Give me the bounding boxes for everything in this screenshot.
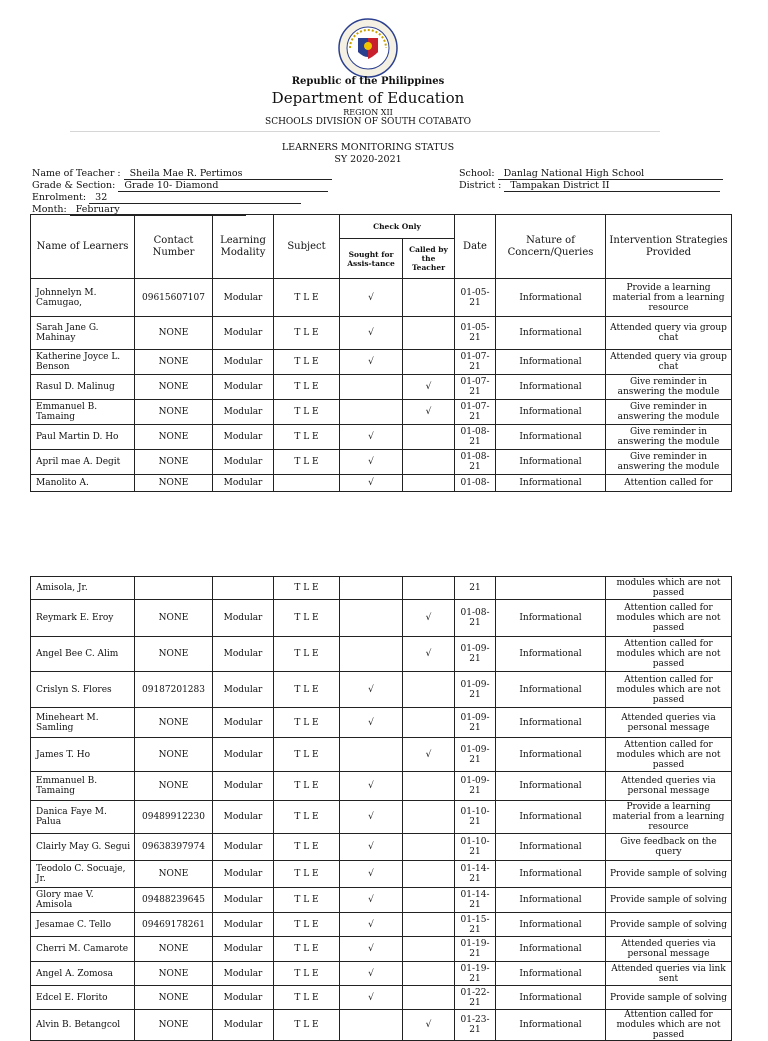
nature-cell: Informational — [496, 913, 606, 937]
teacher-label: Name of Teacher : — [32, 168, 121, 179]
subject-cell: T L E — [274, 400, 340, 425]
grade-label: Grade & Section: — [32, 180, 116, 191]
table-row — [31, 279, 732, 317]
nature-cell: Informational — [496, 888, 606, 913]
subject-cell: T L E — [274, 986, 340, 1010]
intervention-cell: Give reminder in answering the module — [606, 425, 732, 450]
name-cell: Jesamae C. Tello — [31, 913, 135, 937]
table-row — [31, 400, 732, 425]
contact-cell: NONE — [135, 375, 213, 400]
nature-cell: Informational — [496, 425, 606, 450]
table-row — [31, 708, 732, 738]
name-cell: Amisola, Jr. — [31, 577, 135, 600]
date-cell: 01-23-21 — [455, 1010, 496, 1041]
nature-cell: Informational — [496, 672, 606, 708]
month-label: Month: — [32, 204, 67, 215]
subject-cell: T L E — [274, 350, 340, 375]
intervention-cell: Provide sample of solving — [606, 913, 732, 937]
region-heading: REGION XII — [343, 108, 393, 117]
table-row — [31, 962, 732, 986]
department-heading: Department of Education — [271, 89, 465, 107]
sought-check-cell: √ — [340, 475, 403, 492]
subject-cell: T L E — [274, 672, 340, 708]
intervention-cell: Attention called for modules which are not passed — [606, 1010, 732, 1041]
contact-cell: NONE — [135, 400, 213, 425]
col-header-check-only: Check Only — [340, 215, 455, 239]
table-row — [31, 888, 732, 913]
modality-cell: Modular — [213, 834, 274, 861]
sought-check-cell: √ — [340, 425, 403, 450]
table-row — [31, 350, 732, 375]
modality-cell: Modular — [213, 600, 274, 637]
date-cell: 01-08-21 — [455, 425, 496, 450]
sought-check-cell — [340, 577, 403, 600]
sought-check-cell: √ — [340, 962, 403, 986]
contact-cell: 09638397974 — [135, 834, 213, 861]
date-cell: 01-05-21 — [455, 279, 496, 317]
table-row — [31, 425, 732, 450]
contact-cell: NONE — [135, 1010, 213, 1041]
month-value: February — [70, 205, 246, 216]
intervention-cell: Attended queries via personal message — [606, 708, 732, 738]
name-cell: Rasul D. Malinug — [31, 375, 135, 400]
table-row — [31, 577, 732, 600]
sought-check-cell: √ — [340, 350, 403, 375]
grade-info — [32, 180, 328, 192]
sought-check-cell: √ — [340, 708, 403, 738]
contact-cell: NONE — [135, 772, 213, 801]
enrolment-info — [32, 192, 301, 204]
called-check-cell: √ — [403, 400, 455, 425]
contact-cell: NONE — [135, 861, 213, 888]
table-row — [31, 738, 732, 772]
header-divider — [70, 131, 660, 132]
modality-cell: Modular — [213, 400, 274, 425]
intervention-cell: Attention called for modules which are not passed — [606, 637, 732, 672]
table-row — [31, 937, 732, 962]
date-cell: 01-15-21 — [455, 913, 496, 937]
contact-cell: NONE — [135, 986, 213, 1010]
called-check-cell: √ — [403, 600, 455, 637]
modality-cell: Modular — [213, 672, 274, 708]
contact-cell: NONE — [135, 317, 213, 350]
table-row — [31, 1010, 732, 1041]
intervention-cell: Provide a learning material from a learning resource — [606, 279, 732, 317]
name-cell: Glory mae V. Amisola — [31, 888, 135, 913]
modality-cell: Modular — [213, 425, 274, 450]
name-cell: Alvin B. Betangcol — [31, 1010, 135, 1041]
called-check-cell: √ — [403, 1010, 455, 1041]
sought-check-cell — [340, 637, 403, 672]
school-label: School: — [459, 168, 495, 179]
called-check-cell: √ — [403, 637, 455, 672]
teacher-value: Sheila Mae R. Pertimos — [124, 169, 332, 180]
sought-check-cell — [340, 375, 403, 400]
contact-cell: NONE — [135, 475, 213, 492]
sought-check-cell: √ — [340, 317, 403, 350]
nature-cell: Informational — [496, 738, 606, 772]
called-check-cell — [403, 708, 455, 738]
contact-cell: NONE — [135, 738, 213, 772]
table-row — [31, 375, 732, 400]
date-cell: 01-10-21 — [455, 834, 496, 861]
intervention-cell: Provide sample of solving — [606, 986, 732, 1010]
district-info — [459, 180, 720, 192]
name-cell: Angel A. Zomosa — [31, 962, 135, 986]
subject-cell: T L E — [274, 962, 340, 986]
contact-cell: NONE — [135, 708, 213, 738]
monitoring-table-page1 — [30, 214, 732, 492]
intervention-cell: Attention called for — [606, 475, 732, 492]
district-value: Tampakan District II — [504, 181, 720, 192]
date-cell: 01-22-21 — [455, 986, 496, 1010]
name-cell: Emmanuel B. Tamaing — [31, 400, 135, 425]
modality-cell: Modular — [213, 913, 274, 937]
name-cell: Danica Faye M. Palua — [31, 801, 135, 834]
modality-cell: Modular — [213, 861, 274, 888]
intervention-cell: Give reminder in answering the module — [606, 400, 732, 425]
date-cell: 01-07-21 — [455, 375, 496, 400]
subject-cell: T L E — [274, 937, 340, 962]
grade-value: Grade 10- Diamond — [118, 181, 328, 192]
intervention-cell: Attended queries via link sent — [606, 962, 732, 986]
nature-cell: Informational — [496, 937, 606, 962]
intervention-cell: Attention called for modules which are not passed — [606, 600, 732, 637]
district-label: District : — [459, 180, 502, 191]
modality-cell: Modular — [213, 350, 274, 375]
called-check-cell — [403, 450, 455, 475]
nature-cell: Informational — [496, 834, 606, 861]
called-check-cell — [403, 834, 455, 861]
sought-check-cell — [340, 738, 403, 772]
name-cell: Johnnelyn M. Camugao, — [31, 279, 135, 317]
subject-cell: T L E — [274, 738, 340, 772]
modality-cell: Modular — [213, 962, 274, 986]
name-cell: Crislyn S. Flores — [31, 672, 135, 708]
sought-check-cell: √ — [340, 888, 403, 913]
table-body-page1 — [31, 279, 732, 492]
date-cell: 01-09-21 — [455, 772, 496, 801]
name-cell: Manolito A. — [31, 475, 135, 492]
subject-cell: T L E — [274, 913, 340, 937]
teacher-info — [32, 168, 332, 180]
name-cell: Sarah Jane G. Mahinay — [31, 317, 135, 350]
date-cell: 21 — [455, 577, 496, 600]
modality-cell: Modular — [213, 1010, 274, 1041]
sought-check-cell: √ — [340, 861, 403, 888]
nature-cell: Informational — [496, 600, 606, 637]
intervention-cell: Attention called for modules which are not passed — [606, 672, 732, 708]
col-header-called: Called by the Teacher — [403, 239, 455, 279]
called-check-cell — [403, 962, 455, 986]
col-header-contact: Contact Number — [135, 215, 213, 279]
intervention-cell: Provide a learning material from a learning resource — [606, 801, 732, 834]
date-cell: 01-10-21 — [455, 801, 496, 834]
table-body-page2 — [31, 577, 732, 1041]
called-check-cell — [403, 475, 455, 492]
subject-cell: T L E — [274, 861, 340, 888]
intervention-cell: Provide sample of solving — [606, 861, 732, 888]
date-cell: 01-19-21 — [455, 937, 496, 962]
name-cell: Edcel E. Florito — [31, 986, 135, 1010]
date-cell: 01-08-21 — [455, 450, 496, 475]
name-cell: Angel Bee C. Alim — [31, 637, 135, 672]
contact-cell: 09469178261 — [135, 913, 213, 937]
nature-cell: Informational — [496, 962, 606, 986]
intervention-cell: Attended queries via personal message — [606, 772, 732, 801]
called-check-cell — [403, 937, 455, 962]
intervention-cell: modules which are not passed — [606, 577, 732, 600]
sought-check-cell: √ — [340, 937, 403, 962]
sought-check-cell: √ — [340, 450, 403, 475]
subject-cell: T L E — [274, 708, 340, 738]
sought-check-cell: √ — [340, 279, 403, 317]
subject-cell: T L E — [274, 577, 340, 600]
date-cell: 01-09-21 — [455, 708, 496, 738]
subject-cell: T L E — [274, 375, 340, 400]
monitoring-table-page2 — [30, 576, 732, 1041]
modality-cell: Modular — [213, 279, 274, 317]
modality-cell: Modular — [213, 708, 274, 738]
sought-check-cell: √ — [340, 672, 403, 708]
col-header-date: Date — [455, 215, 496, 279]
division-heading: SCHOOLS DIVISION OF SOUTH COTABATO — [265, 117, 471, 127]
called-check-cell — [403, 801, 455, 834]
called-check-cell: √ — [403, 375, 455, 400]
document-title: LEARNERS MONITORING STATUS — [281, 142, 455, 153]
school-info — [459, 168, 723, 180]
table-row — [31, 801, 732, 834]
subject-cell: T L E — [274, 888, 340, 913]
modality-cell: Modular — [213, 317, 274, 350]
called-check-cell — [403, 350, 455, 375]
sought-check-cell — [340, 600, 403, 637]
date-cell: 01-09-21 — [455, 672, 496, 708]
nature-cell: Informational — [496, 1010, 606, 1041]
table-row — [31, 772, 732, 801]
sought-check-cell: √ — [340, 801, 403, 834]
table-row — [31, 637, 732, 672]
modality-cell: Modular — [213, 772, 274, 801]
modality-cell: Modular — [213, 937, 274, 962]
subject-cell: T L E — [274, 600, 340, 637]
table-row — [31, 913, 732, 937]
col-header-sought: Sought for Assis-tance — [340, 239, 403, 279]
table-row — [31, 317, 732, 350]
intervention-cell: Give feedback on the query — [606, 834, 732, 861]
name-cell: Clairly May G. Segui — [31, 834, 135, 861]
intervention-cell: Attended queries via personal message — [606, 937, 732, 962]
called-check-cell — [403, 888, 455, 913]
nature-cell: Informational — [496, 317, 606, 350]
school-value: Danlag National High School — [498, 169, 723, 180]
contact-cell: 09488239645 — [135, 888, 213, 913]
modality-cell: Modular — [213, 475, 274, 492]
called-check-cell — [403, 986, 455, 1010]
date-cell: 01-08-21 — [455, 600, 496, 637]
called-check-cell — [403, 317, 455, 350]
subject-cell: T L E — [274, 1010, 340, 1041]
name-cell: Teodolo C. Socuaje, Jr. — [31, 861, 135, 888]
col-header-intervention: Intervention Strategies Provided — [606, 215, 732, 279]
called-check-cell — [403, 279, 455, 317]
table-row — [31, 986, 732, 1010]
date-cell: 01-14-21 — [455, 861, 496, 888]
school-year: SY 2020-2021 — [334, 154, 402, 165]
sought-check-cell: √ — [340, 986, 403, 1010]
deped-seal-logo — [338, 18, 398, 78]
modality-cell: Modular — [213, 375, 274, 400]
called-check-cell — [403, 672, 455, 708]
nature-cell: Informational — [496, 475, 606, 492]
sought-check-cell: √ — [340, 772, 403, 801]
table-row — [31, 600, 732, 637]
modality-cell: Modular — [213, 801, 274, 834]
sought-check-cell — [340, 400, 403, 425]
subject-cell: T L E — [274, 425, 340, 450]
nature-cell: Informational — [496, 400, 606, 425]
subject-cell: T L E — [274, 450, 340, 475]
contact-cell: 09489912230 — [135, 801, 213, 834]
called-check-cell — [403, 577, 455, 600]
table-row — [31, 450, 732, 475]
contact-cell: 09187201283 — [135, 672, 213, 708]
name-cell: Emmanuel B. Tamaing — [31, 772, 135, 801]
name-cell: Reymark E. Eroy — [31, 600, 135, 637]
modality-cell — [213, 577, 274, 600]
called-check-cell — [403, 425, 455, 450]
subject-cell: T L E — [274, 637, 340, 672]
table-row — [31, 672, 732, 708]
intervention-cell: Give reminder in answering the module — [606, 450, 732, 475]
name-cell: Paul Martin D. Ho — [31, 425, 135, 450]
called-check-cell — [403, 861, 455, 888]
modality-cell: Modular — [213, 986, 274, 1010]
modality-cell: Modular — [213, 888, 274, 913]
nature-cell: Informational — [496, 450, 606, 475]
date-cell: 01-07-21 — [455, 400, 496, 425]
subject-cell: T L E — [274, 834, 340, 861]
date-cell: 01-07-21 — [455, 350, 496, 375]
enrolment-value: 32 — [89, 193, 301, 204]
col-header-nature: Nature of Concern/Queries — [496, 215, 606, 279]
intervention-cell: Attended query via group chat — [606, 317, 732, 350]
date-cell: 01-08- — [455, 475, 496, 492]
col-header-subject: Subject — [274, 215, 340, 279]
name-cell: James T. Ho — [31, 738, 135, 772]
name-cell: Cherri M. Camarote — [31, 937, 135, 962]
contact-cell: NONE — [135, 962, 213, 986]
modality-cell: Modular — [213, 738, 274, 772]
nature-cell: Informational — [496, 279, 606, 317]
date-cell: 01-19-21 — [455, 962, 496, 986]
intervention-cell: Give reminder in answering the module — [606, 375, 732, 400]
sought-check-cell: √ — [340, 913, 403, 937]
subject-cell: T L E — [274, 772, 340, 801]
intervention-cell: Attention called for modules which are not passed — [606, 738, 732, 772]
contact-cell: NONE — [135, 937, 213, 962]
contact-cell: NONE — [135, 425, 213, 450]
name-cell: April mae A. Degit — [31, 450, 135, 475]
nature-cell: Informational — [496, 772, 606, 801]
sought-check-cell — [340, 1010, 403, 1041]
nature-cell: Informational — [496, 375, 606, 400]
nature-cell — [496, 577, 606, 600]
called-check-cell: √ — [403, 738, 455, 772]
nature-cell: Informational — [496, 350, 606, 375]
contact-cell: 09615607107 — [135, 279, 213, 317]
enrolment-label: Enrolment: — [32, 192, 87, 203]
nature-cell: Informational — [496, 986, 606, 1010]
date-cell: 01-14-21 — [455, 888, 496, 913]
modality-cell: Modular — [213, 450, 274, 475]
date-cell: 01-09-21 — [455, 738, 496, 772]
contact-cell: NONE — [135, 350, 213, 375]
nature-cell: Informational — [496, 637, 606, 672]
subject-cell: T L E — [274, 801, 340, 834]
col-header-name: Name of Learners — [31, 215, 135, 279]
date-cell: 01-09-21 — [455, 637, 496, 672]
contact-cell — [135, 577, 213, 600]
intervention-cell: Provide sample of solving — [606, 888, 732, 913]
contact-cell: NONE — [135, 637, 213, 672]
sought-check-cell: √ — [340, 834, 403, 861]
table-row — [31, 475, 732, 492]
col-header-modality: Learning Modality — [213, 215, 274, 279]
date-cell: 01-05-21 — [455, 317, 496, 350]
subject-cell — [274, 475, 340, 492]
name-cell: Mineheart M. Samling — [31, 708, 135, 738]
contact-cell: NONE — [135, 450, 213, 475]
nature-cell: Informational — [496, 861, 606, 888]
called-check-cell — [403, 772, 455, 801]
table-row — [31, 861, 732, 888]
table-row — [31, 834, 732, 861]
nature-cell: Informational — [496, 708, 606, 738]
contact-cell: NONE — [135, 600, 213, 637]
republic-heading: Republic of the Philippines — [291, 76, 445, 87]
nature-cell: Informational — [496, 801, 606, 834]
subject-cell: T L E — [274, 317, 340, 350]
subject-cell: T L E — [274, 279, 340, 317]
name-cell: Katherine Joyce L. Benson — [31, 350, 135, 375]
intervention-cell: Attended query via group chat — [606, 350, 732, 375]
modality-cell: Modular — [213, 637, 274, 672]
called-check-cell — [403, 913, 455, 937]
